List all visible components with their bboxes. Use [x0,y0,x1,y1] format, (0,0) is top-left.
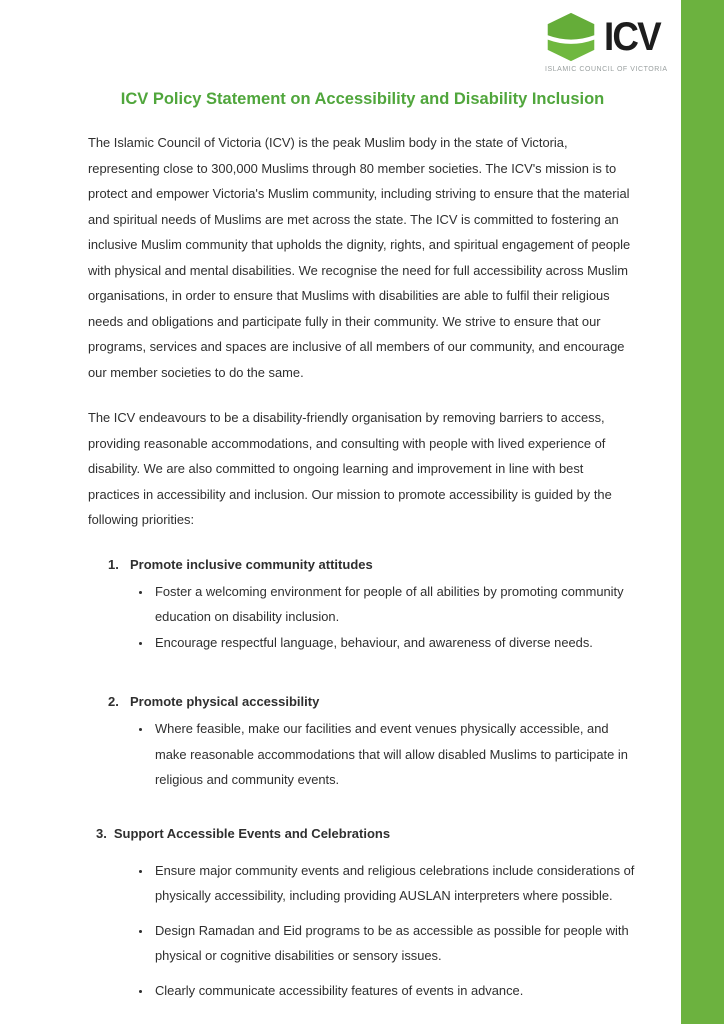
list-item: • Encourage respectful language, behaviour, and awareness of diverse needs. [152,630,637,656]
priority-section-2 [88,689,637,793]
page-title: ICV Policy Statement on Accessibility and Disability Inclusion [120,90,605,108]
document-content [88,0,637,1003]
logo-subtitle: ISLAMIC COUNCIL OF VICTORIA [545,66,668,73]
priority-section-3 [88,821,637,1004]
mission-paragraph: The ICV endeavours to be a disability-friendly organisation by removing barriers to access, providing reasonable accommodations, and consulting with people with lived experience of disability. We are also committed to ongoing learning and improvement in line with best practices in accessibility and inclusion. Our mission to promote accessibility is guided by the following priorities: [88,410,612,527]
list-item: • Clearly communicate accessibility features of events in advance. [152,978,637,1004]
list-item: • Where feasible, make our facilities and event venues physically accessible, and make reasonable accommodations that will allow disabled Muslims to participate in religious and community events. [152,716,637,793]
priority-2-title: Promote physical accessibility [130,694,320,709]
list-item: • Ensure major community events and religious celebrations include considerations of physically accessibility, including providing AUSLAN interpreters where possible. [152,858,637,909]
priority-3-title: Support Accessible Events and Celebrations [113,825,391,841]
page-edge-accent-bar [681,0,724,1024]
intro-paragraph: The Islamic Council of Victoria (ICV) is the peak Muslim body in the state of Victoria, representing close to 300,000 Muslims through 80 member societies. The ICV's mission is to protect and empower Victoria's Muslim community, including striving to ensure that the material and spiritual needs of Muslims are met across the state. The ICV is committed to fostering an inclusive Muslim community that upholds the dignity, rights, and spiritual engagement of people with physical and mental disabilities. We recognise the need for full accessibility across Muslim organisations, in order to ensure that Muslims with disabilities are able to fulfil their religious needs and obligations and participate fully in their community. We strive to ensure that our programs, services and spaces are inclusive of all members of our community, and encourage our member societies to do the same. [88,135,631,380]
logo-wordmark: ICV [604,15,660,59]
priority-2-number: 2. [108,694,119,709]
list-item: • Design Ramadan and Eid programs to be as accessible as possible for people with physical or cognitive disabilities or sensory issues. [152,918,637,969]
priority-1-title: Promote inclusive community attitudes [130,556,373,572]
priority-3-number: 3. [96,825,107,841]
priority-section-1 [88,552,637,656]
list-item: • Foster a welcoming environment for people of all abilities by promoting community education on disability inclusion. [152,579,637,630]
priority-1-number: 1. [108,556,119,572]
